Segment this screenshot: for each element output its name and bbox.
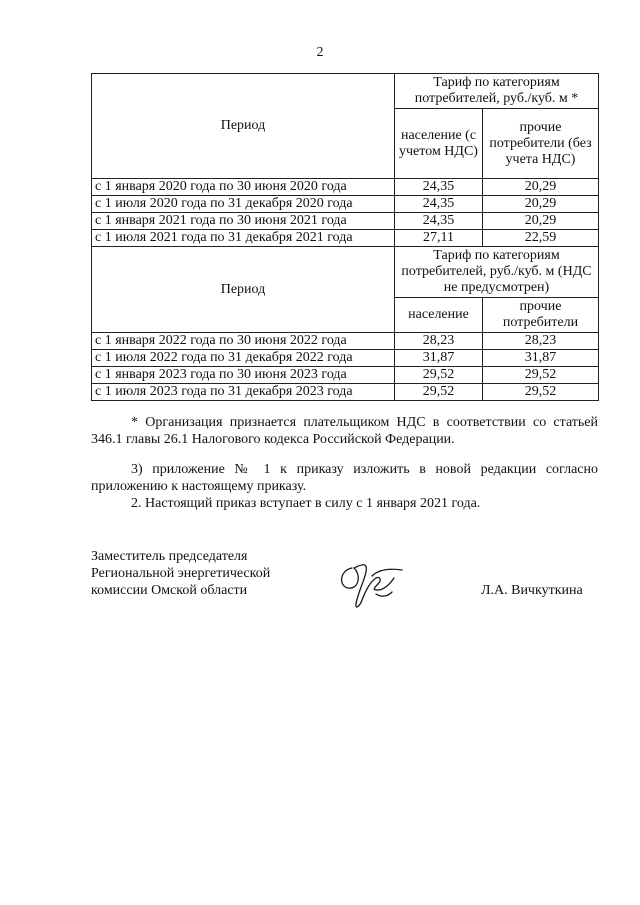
signer-position-line: Заместитель председателя (91, 549, 248, 564)
signer-position-line: комиссии Омской области (91, 583, 248, 598)
population-header-2: население (395, 298, 483, 333)
paragraph-item-3: 3) приложение № 1 к приказу изложить в новой редакции согласно приложению к настоящему приказу. (91, 462, 598, 494)
other-value: 28,23 (483, 333, 599, 350)
other-value: 31,87 (483, 350, 599, 367)
tariff-header-1: Тариф по категориям потребителей, руб./куб. м * (395, 74, 599, 109)
other-value: 22,59 (483, 230, 599, 247)
population-value: 27,11 (395, 230, 483, 247)
table-row (92, 333, 599, 350)
period-cell: с 1 января 2022 года по 30 июня 2022 года (92, 333, 395, 350)
handwritten-signature (332, 546, 412, 616)
table-row (92, 196, 599, 213)
table-row (92, 367, 599, 384)
footnote: * Организация признается плательщиком НДС в соответствии со статьей 346.1 главы 26.1 Налогового кодекса Российской Федерации. (91, 415, 598, 447)
table-row (92, 384, 599, 401)
other-header-2: прочие потребители (483, 298, 599, 333)
period-cell: с 1 июля 2020 года по 31 декабря 2020 года (92, 196, 395, 213)
tariff-header-2: Тариф по категориям потребителей, руб./куб. м (НДС не предусмотрен) (395, 247, 599, 298)
other-value: 29,52 (483, 367, 599, 384)
period-cell: с 1 июля 2023 года по 31 декабря 2023 года (92, 384, 395, 401)
signer-position (91, 548, 311, 599)
page-number: 2 (316, 45, 324, 60)
other-header-1: прочие потребители (без учета НДС) (483, 109, 599, 179)
period-cell: с 1 января 2020 года по 30 июня 2020 года (92, 179, 395, 196)
other-value: 29,52 (483, 384, 599, 401)
other-value: 20,29 (483, 196, 599, 213)
population-value: 24,35 (395, 213, 483, 230)
table-row (92, 230, 599, 247)
population-value: 28,23 (395, 333, 483, 350)
population-value: 24,35 (395, 196, 483, 213)
other-value: 20,29 (483, 179, 599, 196)
period-cell: с 1 июля 2022 года по 31 декабря 2022 года (92, 350, 395, 367)
paragraph-item-2: 2. Настоящий приказ вступает в силу с 1 января 2021 года. (131, 496, 481, 511)
table-row (92, 213, 599, 230)
population-value: 24,35 (395, 179, 483, 196)
signer-name: Л.А. Вичкуткина (481, 583, 583, 598)
population-value: 29,52 (395, 384, 483, 401)
other-value: 20,29 (483, 213, 599, 230)
period-cell: с 1 января 2021 года по 30 июня 2021 года (92, 213, 395, 230)
tariff-table (91, 73, 599, 401)
period-header-2: Период (92, 247, 395, 333)
population-header-1: население (с учетом НДС) (395, 109, 483, 179)
period-cell: с 1 января 2023 года по 30 июня 2023 года (92, 367, 395, 384)
table-row (92, 350, 599, 367)
period-cell: с 1 июля 2021 года по 31 декабря 2021 года (92, 230, 395, 247)
population-value: 29,52 (395, 367, 483, 384)
period-header-1: Период (92, 74, 395, 179)
population-value: 31,87 (395, 350, 483, 367)
table-row (92, 179, 599, 196)
signer-position-line: Региональной энергетической (91, 566, 271, 581)
